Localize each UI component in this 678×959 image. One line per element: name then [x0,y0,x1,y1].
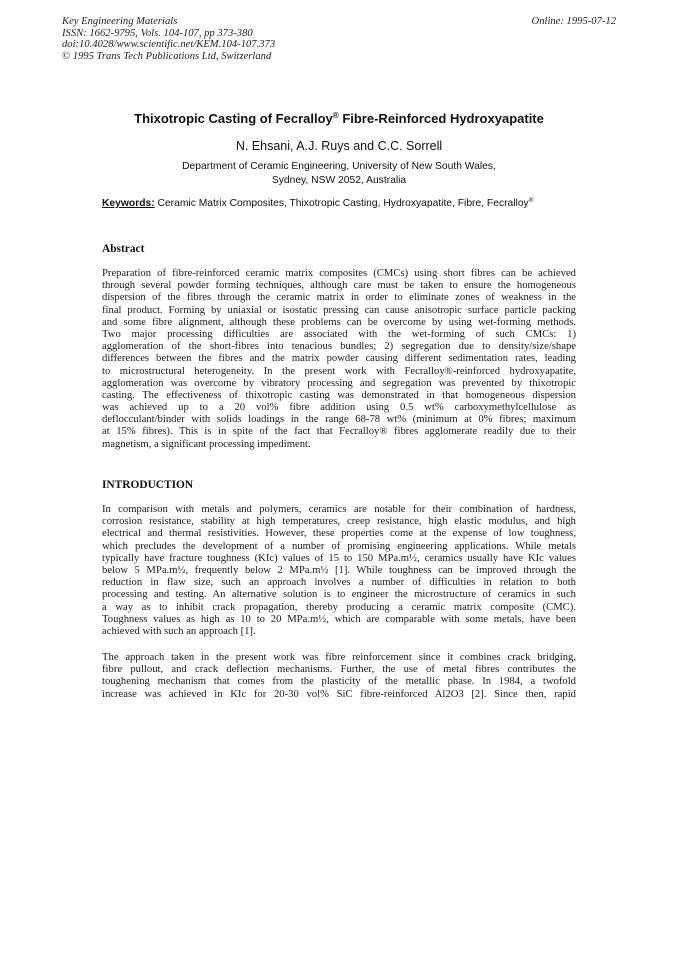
paper-title [0,111,678,126]
affiliation-line-1: Department of Ceramic Engineering, University of New South Wales, [182,161,496,172]
abstract-line: deflocculant/binder with solids loadings in the range 68-78 wt% (minimum at 0% fibres; maximum [102,414,576,426]
title-text: Thixotropic Casting of Fecralloy [134,111,333,126]
intro-line: increase was achieved in KIc for 20-30 vol% SiC fibre-reinforced Al2O3 [2]. Since then, rapid [102,688,576,700]
abstract-line: dispersion of the fibres through the ceramic matrix in order to eliminate zones of weakness in the [102,292,576,304]
introduction-paragraph-2 [102,652,576,701]
intro-line: toughening mechanism that comes from the plasticity of the metallic phase. In 1984, a twofold [102,676,576,688]
keywords [102,198,602,209]
affiliation-line-2: Sydney, NSW 2052, Australia [271,174,407,186]
intro-line: processing and testing. An alternative solution is to engineer the microstructure of ceramics in such [102,589,576,601]
abstract-line: Two major processing difficulties are associated with the wet-forming of such CMCs: 1) [102,328,576,340]
abstract-heading: Abstract [102,243,145,255]
keywords-text: Ceramic Matrix Composites, Thixotropic Casting, Hydroxyapatite, Fibre, Fecralloy [154,198,529,209]
intro-line: a way as to inhibit crack propagation, thereby producing a ceramic matrix composite (CMC). [102,601,576,613]
intro-line: which precludes the development of a number of promising engineering applications. While metals [102,540,576,552]
abstract-line: at 15% fibres). This is in spite of the fact that Fecralloy® fibres agglomerate readily due to their [102,426,576,438]
intro-line: fibre pullout, and crack deflection mechanisms. Further, the use of metal fibres contributes the [102,664,576,676]
abstract-line: agglomeration of the short-fibres into tenacious bundles; 2) segregation due to density/size/shape [102,341,576,353]
abstract-line: casting. The effectiveness of thixotropic casting was demonstrated in that homogeneous dispersion [102,389,576,401]
intro-line: Toughness values as high as 10 to 20 MPa.m½, which are comparable with some metals, have been [102,613,576,625]
intro-line: electrical and thermal resistivities. However, these properties come at the expense of low toughness, [102,528,576,540]
issn-line: ISSN: 1662-9795, Vols. 104-107, pp 373-380 [62,27,253,39]
title-registered-mark: ® [332,111,339,121]
intro-line: typically have fracture toughness (KIc) values of 15 to 150 MPa.m½, ceramics usually have KIc values [102,552,576,564]
abstract-line: through several powder forming techniques, although care must be taken to ensure the homogeneous [102,280,576,292]
abstract-line: Preparation of fibre-reinforced ceramic matrix composites (CMCs) using short fibres can be achieved [102,268,576,279]
doi-line[interactable]: doi:10.4028/www.scientific.net/KEM.104-107.373 [62,39,276,51]
intro-line: achieved with such an approach [1]. [102,625,256,637]
affiliation [0,160,678,187]
intro-line: reduction in flaw size, such an approach involves a number of difficulties in relation to both [102,577,576,589]
intro-line: The approach taken in the present work was fibre reinforcement since it combines crack bridging, [102,652,576,663]
journal-name: Key Engineering Materials [62,16,178,27]
abstract-line: magnetism, a significant processing impediment. [102,438,311,450]
online-date: Online: 1995-07-12 [531,16,616,27]
title-text-end: Fibre-Reinforced Hydroxyapatite [338,111,544,126]
intro-line: In comparison with metals and polymers, ceramics are notable for their combination of hardness, [102,504,576,515]
authors: N. Ehsani, A.J. Ruys and C.C. Sorrell [235,139,443,153]
intro-line: corrosion resistance, stability at high temperatures, creep resistance, high elastic modulus, and high [102,516,576,528]
abstract-body [102,268,576,451]
abstract-line: and some fibre alignment, although these problems can be overcome by using wet-forming methods. [102,316,576,328]
abstract-line: agglomeration was overcome by vibratory processing and segregation was prevented by thixotropic [102,377,576,389]
introduction-heading: INTRODUCTION [102,479,194,491]
copyright-line: © 1995 Trans Tech Publications Ltd, Switzerland [62,50,272,62]
journal-header [62,16,616,62]
keywords-registered-mark: ® [528,197,534,205]
abstract-line: to microstructural heterogeneity. In the present work with Fecralloy®-reinforced hydroxyapatite, [102,365,576,377]
introduction-paragraph-1 [102,504,576,638]
keywords-label: Keywords: [102,198,155,209]
abstract-line: was achieved up to a 20 vol% fibre addition using 0.5 wt% carboxymethylcellulose as [102,402,576,414]
abstract-line: final product. Forming by uniaxial or isostatic pressing can cause anisotropic surface particle packing [102,304,576,316]
abstract-line: differences between the fibres and the matrix powder causing different sedimentation rates, leading [102,353,576,365]
intro-line: below 5 MPa.m½, frequently below 2 MPa.m½ [1]. While toughness can be improved through the [102,564,576,576]
